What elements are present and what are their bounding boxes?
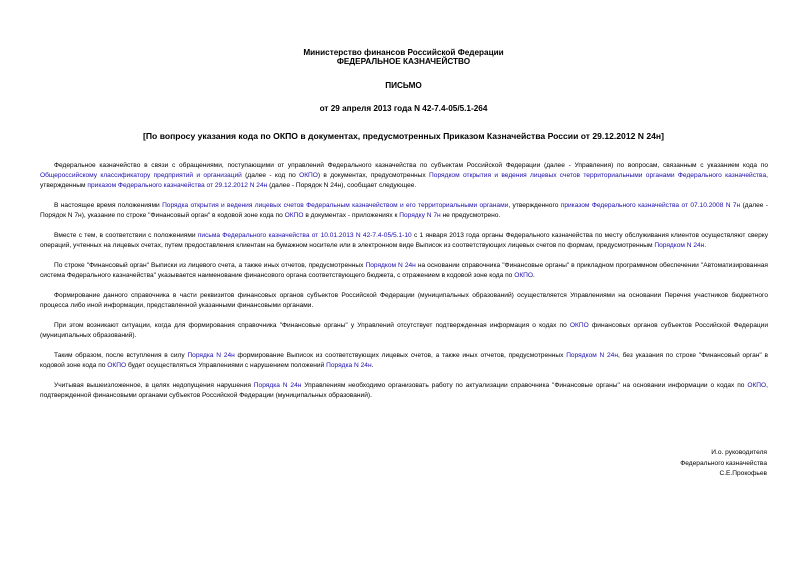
order-24n-gen-link[interactable]: Порядка N 24н [187, 352, 235, 359]
signature-block [680, 448, 767, 480]
order-24n-link[interactable]: Порядком N 24н [654, 242, 705, 249]
text-fragment: . [704, 242, 707, 249]
text-fragment: , утвержденного [508, 202, 561, 209]
paragraph-7 [40, 351, 768, 371]
procedure-territorial-link[interactable]: Порядком открытия и ведения лицевых счетов территориальными органами Федерального казначейства [429, 172, 767, 179]
order-24n-link[interactable]: Порядком N 24н [566, 352, 618, 359]
text-fragment: в документах - приложениях к [303, 212, 400, 219]
okpo-link[interactable]: ОКПО [299, 172, 318, 179]
procedure-fk-link[interactable]: Порядка открытия и ведения лицевых счетов Федеральным казначейством и его территориальными органами [162, 202, 509, 209]
agency-title: ФЕДЕРАЛЬНОЕ КАЗНАЧЕЙСТВО [336, 57, 471, 66]
okpo-link[interactable]: ОКПО [514, 272, 534, 279]
paragraph-2 [40, 201, 768, 221]
document-subject: [По вопросу указания кода по ОКПО в документах, предусмотренных Приказом Казначейства России от 29.12.2012 N 24н] [143, 131, 664, 141]
paragraph-8 [40, 381, 768, 401]
okpo-classifier-link[interactable]: Общероссийскому классификатору предприятий и организаций [40, 172, 242, 179]
text-fragment: Вместе с тем, в соответствии с положениями [54, 232, 198, 239]
order-24n-gen-link[interactable]: Порядка N 24н [253, 382, 302, 389]
ministry-title: Министерство финансов Российской Федерации [303, 48, 504, 57]
signatory-name: С.Е.Прокофьев [719, 470, 767, 477]
signatory-position: И.о. руководителя [711, 449, 767, 456]
text-fragment: на основании справочника "Финансовые органы" в прикладном программном обеспечении "Автоматизированная система Федерального казначейства" указывается наименование финансового органа соответствующего бюджета, с отражением в кодовой зоне кода по [40, 262, 768, 279]
okpo-link[interactable]: ОКПО [284, 212, 304, 219]
order-7n-link[interactable]: Порядку N 7н [399, 212, 441, 219]
text-fragment: ) в документах, предусмотренных [317, 172, 430, 179]
text-fragment: (далее - код по [241, 172, 300, 179]
document-body [40, 161, 768, 411]
okpo-link[interactable]: ОКПО [747, 382, 767, 389]
okpo-link[interactable]: ОКПО [569, 322, 589, 329]
paragraph-5: Формирование данного справочника в части реквизитов финансовых органов субъектов Российской Федерации (муниципальных образований) осуществляется Управлениями на основании Перечня участников бюджетного процесса либо иной информации, представленной указанными финансовыми органами. [40, 292, 768, 309]
paragraph-1 [40, 161, 768, 191]
text-fragment: При этом возникают ситуации, когда для формирования справочника "Финансовые органы" у Управлений отсутствует подтвержденная информация о кодах по [54, 322, 570, 329]
text-fragment: . [371, 362, 374, 369]
text-fragment: финансовых органов субъектов Российской Федерации (муниципальных образований). [40, 322, 769, 339]
text-fragment: , подтвержденной финансовыми органами субъектов Российской Федерации (муниципальных образований). [40, 382, 768, 399]
text-fragment: не предусмотрено. [440, 212, 501, 219]
text-fragment: , утвержденным [40, 172, 768, 189]
text-fragment: формирование Выписок из соответствующих лицевых счетов, а также иных отчетов, предусмотренных [234, 352, 567, 359]
text-fragment: Управлениям необходимо организовать работу по актуализации справочника "Финансовые органы" на основании информации о кодах по [301, 382, 748, 389]
okpo-link[interactable]: ОКПО [107, 362, 127, 369]
text-fragment: По строке "Финансовый орган" Выписки из лицевого счета, а также иных отчетов, предусмотренных [54, 262, 366, 269]
paragraph-3 [40, 231, 768, 251]
order-24n-full-link[interactable]: приказом Федерального казначейства от 29.12.2012 N 24н [87, 182, 268, 189]
text-fragment: (далее - Порядок N 24н), сообщает следующее. [267, 182, 417, 189]
text-fragment: будет осуществляться Управлениями с нарушением положений [126, 362, 327, 369]
order-24n-link[interactable]: Порядком N 24н [365, 262, 416, 269]
text-fragment: . [533, 272, 535, 279]
paragraph-6 [40, 321, 768, 341]
text-fragment: Федеральное казначейство в связи с обращениями, поступающими от управлений Федерального казначейства по субъектам Российской Федерации (далее - Управления) по вопросам, связанным с указанием кода по [54, 162, 768, 169]
text-fragment: с 1 января 2013 года органы Федерального казначейства по месту обслуживания клиентов осуществляют сверку операций, учтенных на лицевых счетах, путем предоставления клиентам на бумажном носителе или в электронном виде Выписок из соответствующих лицевых счетов по формам, предусмотренным [40, 232, 769, 249]
text-fragment: В настоящее время положениями [54, 202, 163, 209]
signatory-agency: Федерального казначейства [680, 459, 767, 467]
letter-fk-link[interactable]: письма Федерального казначейства от 10.01.2013 N 42-7.4-05/5.1-10 [197, 232, 412, 239]
text-fragment: Таким образом, после вступления в силу [54, 352, 188, 359]
document-date-number: от 29 апреля 2013 года N 42-7.4-05/5.1-264 [319, 104, 488, 113]
text-fragment: (далее - Порядок N 7н), указание по строке "Финансовый орган" в кодовой зоне кода по [40, 202, 768, 219]
text-fragment: Учитывая вышеизложенное, в целях недопущения нарушения [54, 382, 254, 389]
document-type: ПИСЬМО [385, 81, 422, 90]
order-24n-gen-link[interactable]: Порядка N 24н [326, 362, 372, 369]
text-fragment: , без указания по строке "Финансовый орган" в кодовой зоне кода по [40, 352, 769, 369]
order-7n-full-link[interactable]: приказом Федерального казначейства от 07.10.2008 N 7н [560, 202, 741, 209]
paragraph-4 [40, 261, 768, 281]
